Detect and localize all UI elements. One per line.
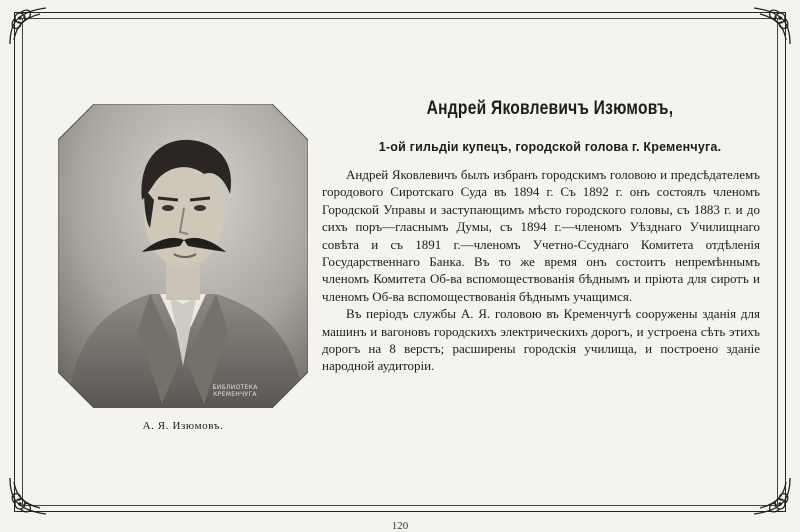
page-number: 120 [391,520,409,532]
corner-ornament-icon [750,4,794,48]
paragraph: Въ періодъ службы А. Я. головою въ Кременчугѣ сооружены зданія для машинъ и вагоновъ городскихъ электрическихъ дорогъ, и устроена сѣть этихъ дорогъ на 8 верстъ; расширены городскія училища, и построено зданіе народной аудиторіи. [322,306,760,374]
page-subtitle: 1-ой гильдіи купецъ, городской голова г. Кременчуга. [378,140,722,154]
portrait-caption: А. Я. Изюмовъ. [142,420,224,432]
corner-ornament-icon [750,474,794,518]
corner-ornament-icon [6,4,50,48]
page-title: Андрей Яковлевичъ Изюмовъ, [426,98,674,119]
biography-text [322,166,760,375]
corner-ornament-icon [6,474,50,518]
portrait-photo [58,104,308,408]
paragraph: Андрей Яковлевичъ былъ избранъ городскимъ головою и предсѣдателемъ городового Сиротскаго Суда въ 1894 г. Съ 1892 г. онъ состоялъ членомъ Городской Управы и заступающимъ мѣсто городского головы, съ 1883 г. и до сихъ поръ—гласнымъ Думы, съ 1894 г.—членомъ Уѣзднаго Училищнаго совѣта и съ 1891 г.—членомъ Учетно-Ссуднаго Комитета отдѣленія Государственнаго Банка. Въ то же время онъ состоитъ непремѣннымъ членомъ Комитета Об-ва вспомоществованія бѣднымъ и пріюта для сиротъ и членомъ Об-ва вспомоществованія бѣднымъ учащимся. [322,167,760,304]
watermark-text: БИБЛИОТЕКА КРЕМЕНЧУГА [212,384,258,398]
